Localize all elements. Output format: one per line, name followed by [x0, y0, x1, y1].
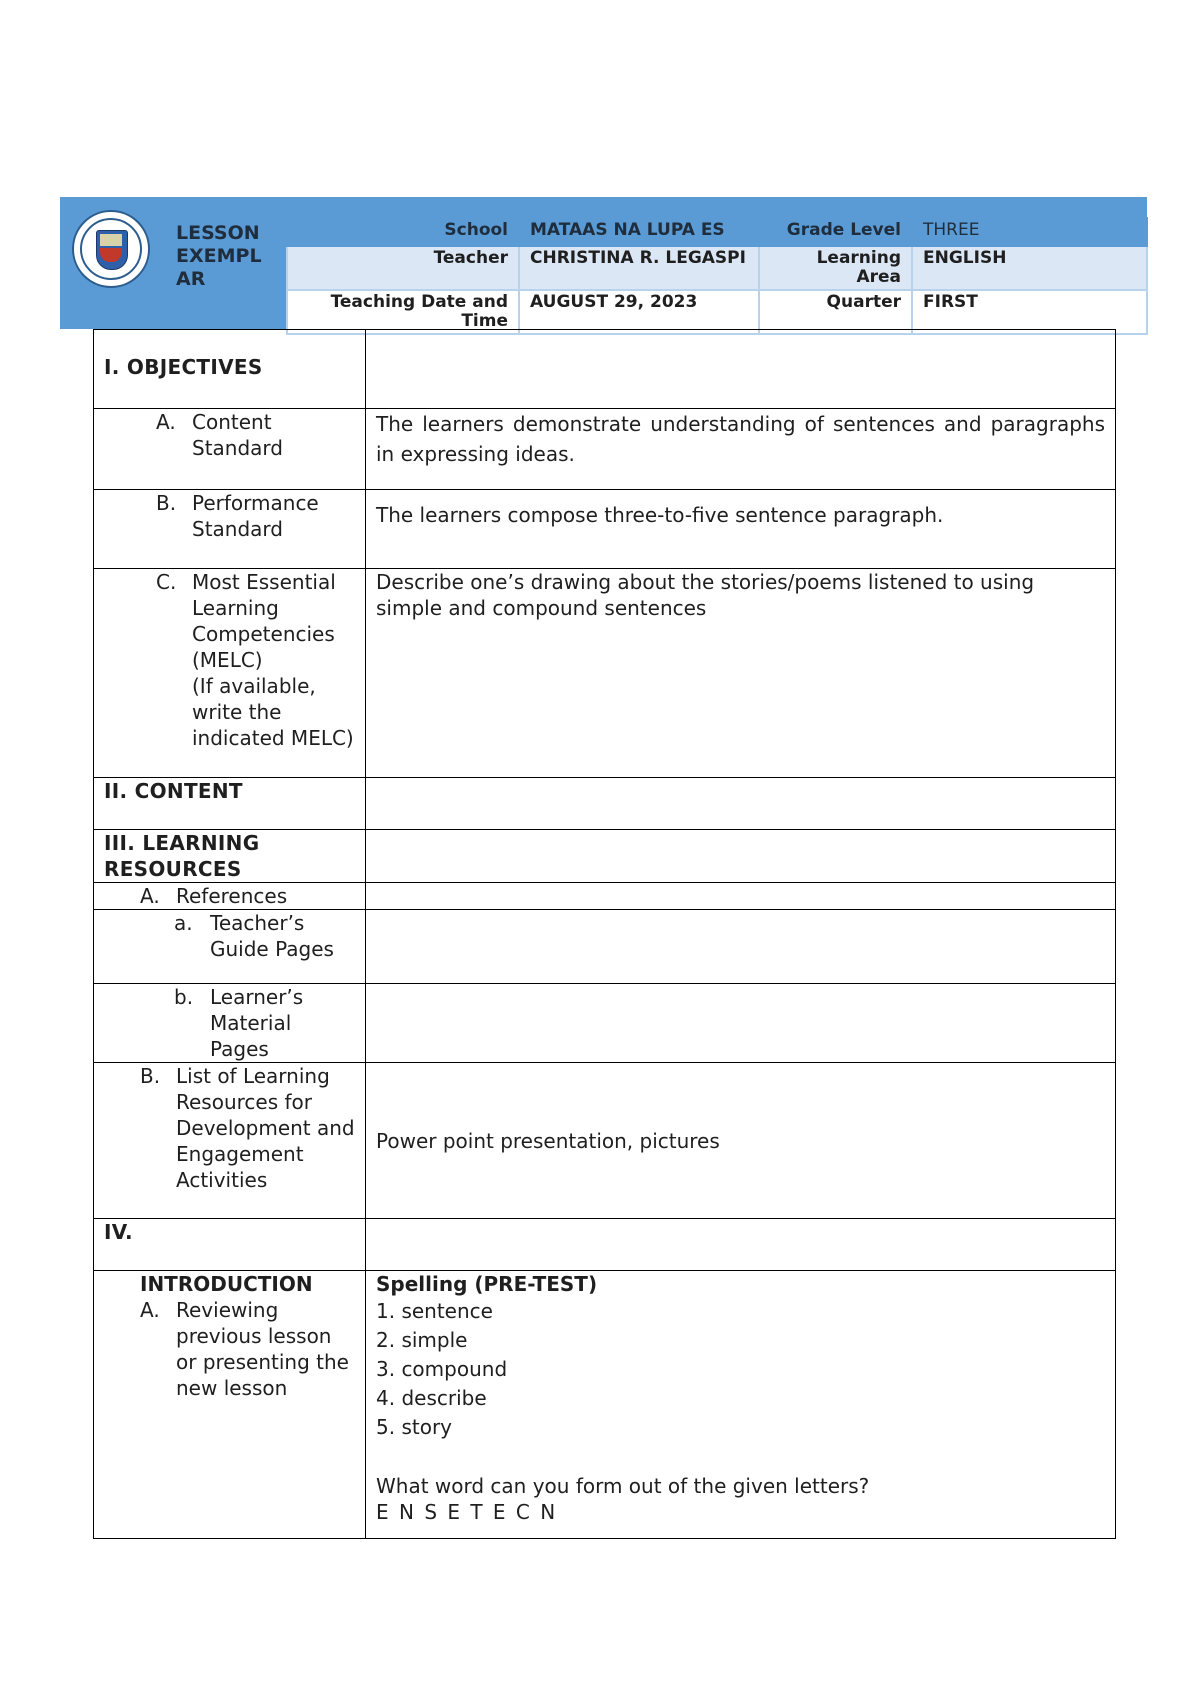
deped-seal-icon: [72, 210, 150, 288]
table-row: [94, 569, 1116, 778]
learning-area-label: Learning Area: [759, 246, 912, 290]
header-meta: [286, 217, 1146, 335]
grade-level-label: Grade Level: [759, 218, 912, 246]
quarter-label: Quarter: [759, 290, 912, 334]
table-row: [94, 409, 1116, 490]
objectives-heading: I. OBJECTIVES: [94, 330, 366, 409]
section-iv-value: [366, 1219, 1116, 1271]
teachers-guide-label: Teacher’s Guide Pages: [210, 911, 334, 961]
learners-material-value: [366, 984, 1116, 1063]
grade-level-value: THREE: [912, 218, 1147, 246]
content-value: [366, 778, 1116, 830]
teaching-date-label: Teaching Date and Time: [287, 290, 519, 334]
learning-resources-value: [366, 830, 1116, 883]
scramble-question: What word can you form out of the given letters?: [376, 1474, 870, 1498]
references-cell: [94, 883, 366, 910]
performance-standard-text: The learners compose three-to-five sentence paragraph.: [366, 490, 1116, 569]
table-row: [94, 1271, 1116, 1539]
table-row: [94, 984, 1116, 1063]
content-standard-text-cell: [366, 409, 1116, 490]
teachers-guide-cell: [94, 910, 366, 984]
lesson-table: [93, 329, 1116, 1539]
school-label: School: [287, 218, 519, 246]
resources-list-cell: [94, 1063, 366, 1219]
list-item: 4. describe: [376, 1386, 487, 1410]
learning-area-value: ENGLISH: [912, 246, 1147, 290]
section-iv-heading: IV.: [94, 1219, 366, 1271]
table-row: [94, 1063, 1116, 1219]
performance-standard-cell: [94, 490, 366, 569]
review-label: Reviewing previous lesson or presenting the new lesson: [176, 1298, 349, 1400]
spelling-title: Spelling (PRE-TEST): [376, 1272, 598, 1296]
learners-material-cell: [94, 984, 366, 1063]
list-item: 5. story: [376, 1415, 452, 1439]
school-value: MATAAS NA LUPA ES: [519, 218, 759, 246]
review-marker: A.: [140, 1298, 160, 1322]
objectives-content: [366, 330, 1116, 409]
content-heading: II. CONTENT: [94, 778, 366, 830]
references-value: [366, 883, 1116, 910]
table-row: [94, 490, 1116, 569]
list-item: 3. compound: [376, 1357, 508, 1381]
content-standard-cell: [94, 409, 366, 490]
performance-standard-label: Performance Standard: [192, 491, 319, 541]
melc-cell: [94, 569, 366, 778]
table-row: [94, 1219, 1116, 1271]
teaching-date-value: AUGUST 29, 2023: [519, 290, 759, 334]
table-row: [94, 883, 1116, 910]
teachers-guide-marker: a.: [174, 911, 193, 935]
list-item: 2. simple: [376, 1328, 468, 1352]
references-label: References: [176, 884, 288, 908]
melc-label: Most Essential Learning Competencies (MELC): [192, 570, 336, 672]
scrambled-letters: E N S E T E C N: [376, 1500, 558, 1524]
list-item: 1. sentence: [376, 1299, 493, 1323]
content-standard-marker: A.: [156, 410, 176, 434]
lesson-exemplar-title: LESSON EXEMPL AR: [176, 222, 262, 290]
table-row: [94, 910, 1116, 984]
table-row: [94, 778, 1116, 830]
melc-marker: C.: [156, 570, 177, 594]
learners-material-label: Learner’s Material Pages: [210, 985, 304, 1061]
performance-standard-marker: B.: [156, 491, 177, 515]
spelling-activity-cell: [366, 1271, 1116, 1539]
resources-list-marker: B.: [140, 1064, 161, 1088]
teachers-guide-value: [366, 910, 1116, 984]
table-row: [94, 330, 1116, 409]
quarter-value: FIRST: [912, 290, 1147, 334]
resources-list-label: List of Learning Resources for Development and Engagement Activities: [176, 1064, 355, 1192]
content-standard-label: Content Standard: [192, 410, 283, 460]
learners-material-marker: b.: [174, 985, 194, 1009]
spelling-list: [376, 1297, 1105, 1442]
melc-text: Describe one’s drawing about the stories/poems listened to using simple and compound sentences: [366, 569, 1116, 778]
content-standard-text: The learners demonstrate understanding of sentences and paragraphs in expressing ideas.: [376, 412, 1105, 466]
teacher-label: Teacher: [287, 246, 519, 290]
references-marker: A.: [140, 884, 160, 908]
resources-list-text: Power point presentation, pictures: [366, 1063, 1116, 1219]
melc-note: (If available, write the indicated MELC): [192, 674, 354, 750]
introduction-cell: [94, 1271, 366, 1539]
teacher-value: CHRISTINA R. LEGASPI: [519, 246, 759, 290]
introduction-heading: INTRODUCTION: [140, 1272, 313, 1296]
table-row: [94, 830, 1116, 883]
learning-resources-heading: III. LEARNING RESOURCES: [94, 830, 366, 883]
